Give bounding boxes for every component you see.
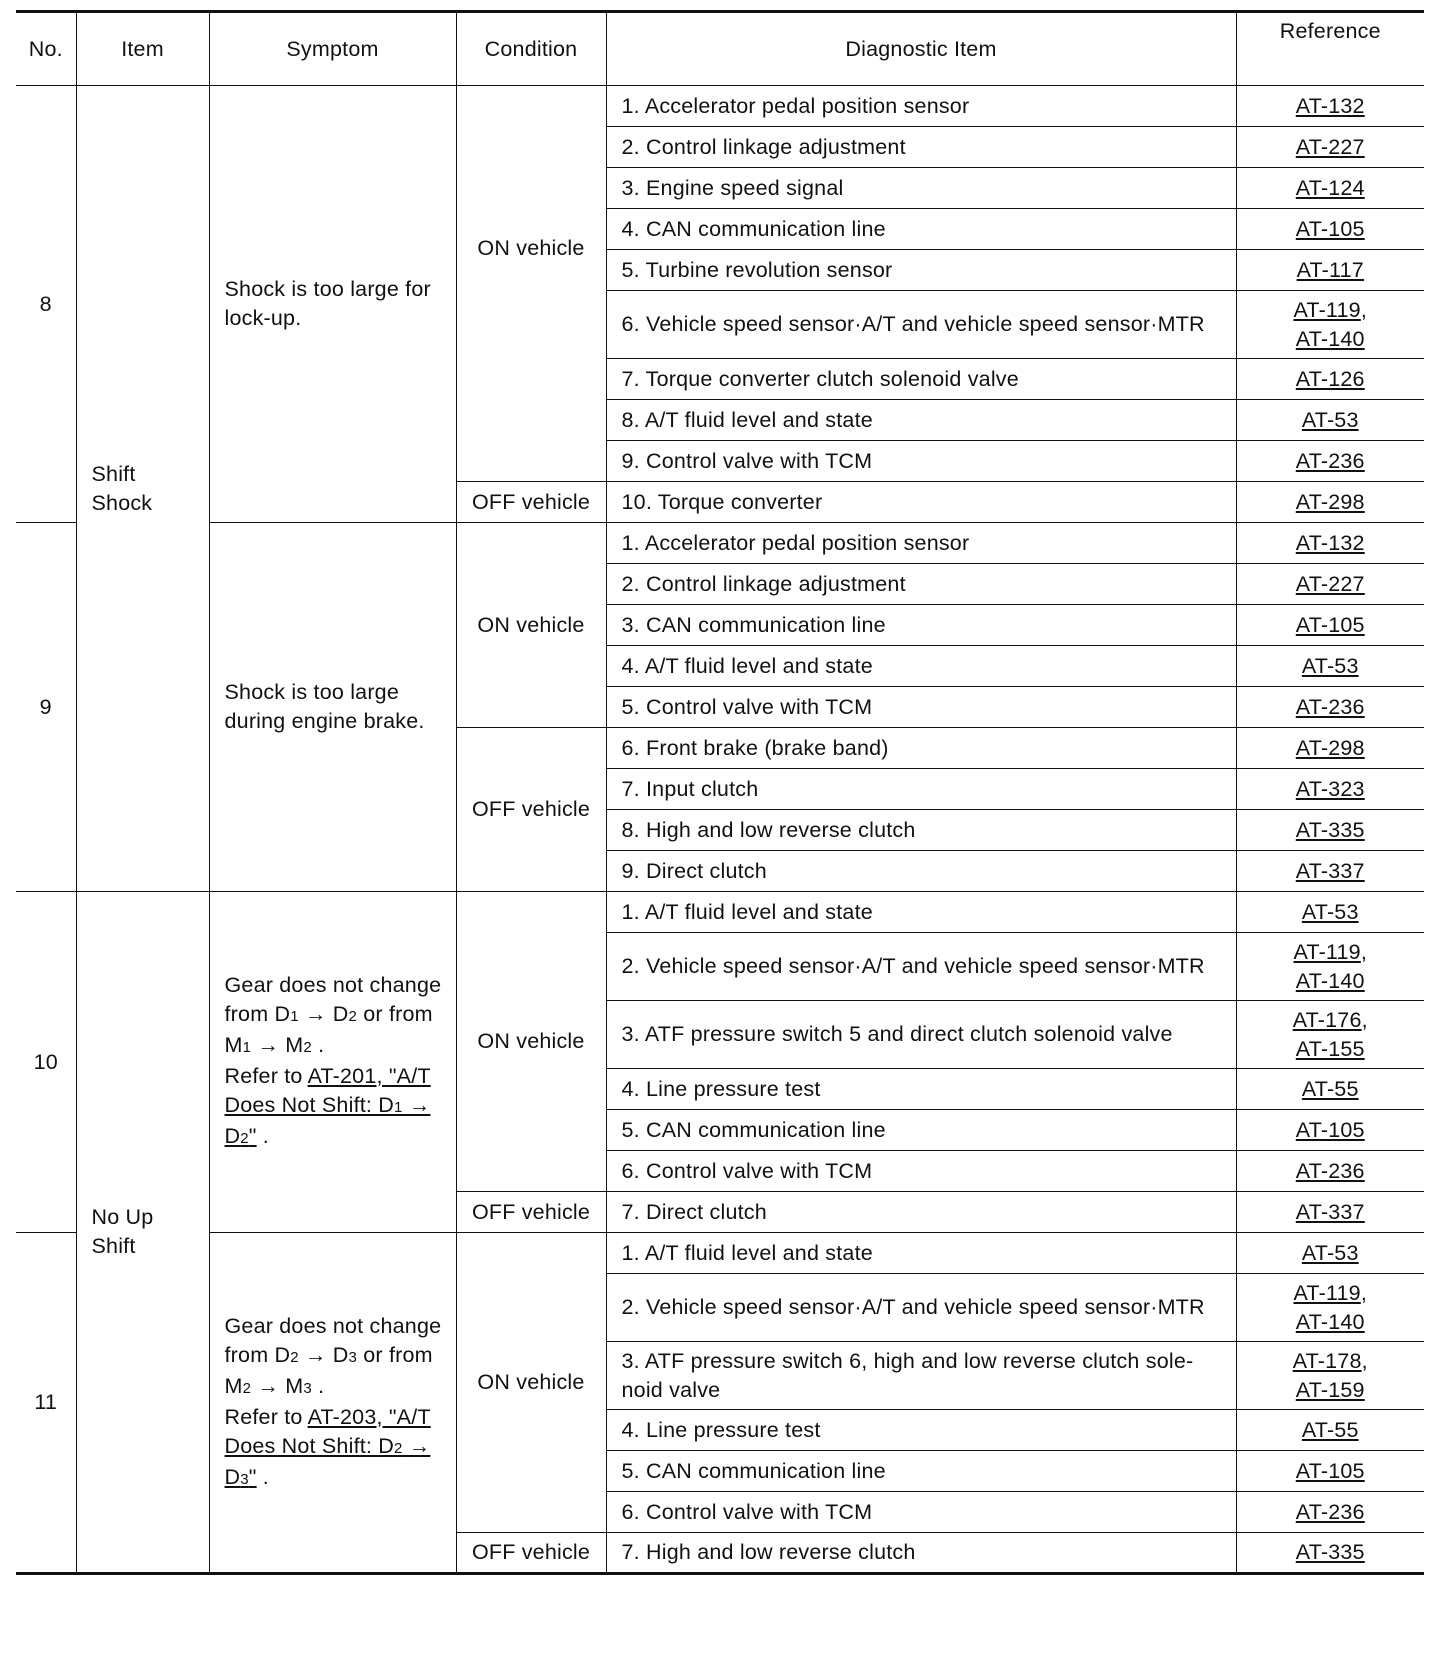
reference-link[interactable]: AT-323 — [1295, 776, 1365, 801]
reference-link[interactable]: AT-105 — [1295, 216, 1365, 241]
reference-link[interactable]: AT-178 — [1292, 1348, 1362, 1373]
table-row: 6. Vehicle speed sensor·A/T and vehicle speed sensor·MTR AT-119, AT-140 — [16, 291, 1424, 359]
diagnostic-item: 5. Turbine revolution sensor — [606, 250, 1236, 291]
reference-link[interactable]: AT-105 — [1295, 1117, 1365, 1142]
diagnostic-item: 7. High and low reverse clutch — [606, 1533, 1236, 1574]
item-no-up-shift: No Up Shift — [76, 892, 209, 1574]
condition-on-vehicle: ON vehicle — [456, 523, 606, 728]
condition-off-vehicle: OFF vehicle — [456, 1533, 606, 1574]
table-row — [16, 86, 1424, 127]
diagnostic-item: 4. Line pressure test — [606, 1410, 1236, 1451]
item-shift-shock: Shift Shock — [76, 86, 209, 892]
diagnostic-table — [16, 10, 1424, 1575]
symptom-cell: Shock is too large during engine brake. — [209, 523, 456, 892]
condition-on-vehicle: ON vehicle — [456, 892, 606, 1192]
reference-link[interactable]: AT-126 — [1295, 366, 1365, 391]
header-condition: Condition — [456, 12, 606, 86]
diagnostic-item: 1. Accelerator pedal position sensor — [606, 523, 1236, 564]
diagnostic-item: 5. CAN communication line — [606, 1451, 1236, 1492]
diagnostic-item: 1. Accelerator pedal position sensor — [606, 86, 1236, 127]
diagnostic-item: 8. A/T fluid level and state — [606, 400, 1236, 441]
diagnostic-item: 6. Control valve with TCM — [606, 1151, 1236, 1192]
table-row — [16, 892, 1424, 933]
symptom-reference-link[interactable]: AT-201, "A/T Does Not Shift: D1 → D2" — [224, 1064, 431, 1148]
diagnostic-item: 7. Torque converter clutch solenoid valve — [606, 359, 1236, 400]
header-symptom: Symptom — [209, 12, 456, 86]
diagnostic-item: 10. Torque converter — [606, 482, 1236, 523]
diagnostic-item: 4. CAN communication line — [606, 209, 1236, 250]
reference-link[interactable]: AT-337 — [1295, 1199, 1365, 1224]
table-row — [16, 523, 1424, 564]
reference-link[interactable]: AT-132 — [1295, 93, 1365, 118]
diagnostic-item: 7. Input clutch — [606, 769, 1236, 810]
reference-link[interactable]: AT-124 — [1295, 175, 1365, 200]
condition-off-vehicle: OFF vehicle — [456, 728, 606, 892]
reference-link[interactable]: AT-227 — [1295, 571, 1365, 596]
table-row — [16, 1233, 1424, 1274]
reference-link[interactable]: AT-53 — [1301, 653, 1359, 678]
diagnostic-item: 8. High and low reverse clutch — [606, 810, 1236, 851]
reference-link[interactable]: AT-55 — [1301, 1076, 1359, 1101]
reference-link[interactable]: AT-117 — [1296, 257, 1364, 282]
diagnostic-item: 1. A/T fluid level and state — [606, 892, 1236, 933]
reference-link[interactable]: AT-335 — [1295, 817, 1365, 842]
reference-link[interactable]: AT-236 — [1295, 694, 1365, 719]
condition-on-vehicle: ON vehicle — [456, 1233, 606, 1533]
reference-link[interactable]: AT-337 — [1295, 858, 1365, 883]
diagnostic-item: 6. Vehicle speed sensor·A/T and vehicle speed sensor·MTR — [606, 291, 1236, 359]
diagnostic-item: 2. Vehicle speed sensor·A/T and vehicle speed sensor·MTR — [606, 1274, 1236, 1342]
reference-link[interactable]: AT-140 — [1295, 326, 1365, 351]
header-item: Item — [76, 12, 209, 86]
condition-on-vehicle: ON vehicle — [456, 86, 606, 482]
diagnostic-item: 2. Control linkage adjustment — [606, 564, 1236, 605]
table-row: 2. Vehicle speed sensor·A/T and vehicle speed sensor·MTR AT-119, AT-140 — [16, 933, 1424, 1001]
row-number: 11 — [16, 1233, 76, 1574]
table-row: 2. Vehicle speed sensor·A/T and vehicle speed sensor·MTR AT-119, AT-140 — [16, 1274, 1424, 1342]
reference-link[interactable]: AT-176 — [1292, 1007, 1362, 1032]
reference-link[interactable]: AT-236 — [1295, 1158, 1365, 1183]
symptom-cell: Shock is too large for lock-up. — [209, 86, 456, 523]
diagnostic-item: 3. Engine speed signal — [606, 168, 1236, 209]
reference-link[interactable]: AT-119 — [1293, 939, 1361, 964]
reference-link[interactable]: AT-236 — [1295, 1499, 1365, 1524]
row-number: 8 — [16, 86, 76, 523]
reference-link[interactable]: AT-105 — [1295, 612, 1365, 637]
diagnostic-item: 1. A/T fluid level and state — [606, 1233, 1236, 1274]
diagnostic-item: 3. ATF pressure switch 5 and direct clutch solenoid valve — [606, 1001, 1236, 1069]
symptom-cell: Gear does not change from D2 → D3 or from M2 → M3 . Refer to AT-203, "A/T Does Not Shift: D2 → D3" . — [209, 1233, 456, 1574]
reference-link[interactable]: AT-236 — [1295, 448, 1365, 473]
diagnostic-item: 3. ATF pressure switch 6, high and low reverse clutch sole- noid valve — [606, 1342, 1236, 1410]
diagnostic-item: 9. Control valve with TCM — [606, 441, 1236, 482]
header-diagnostic-item: Diagnostic Item — [606, 12, 1236, 86]
header-reference: Reference — [1236, 12, 1424, 86]
diagnostic-item: 7. Direct clutch — [606, 1192, 1236, 1233]
reference-link[interactable]: AT-159 — [1295, 1377, 1365, 1402]
diagnostic-item: 9. Direct clutch — [606, 851, 1236, 892]
reference-link[interactable]: AT-53 — [1301, 1240, 1359, 1265]
reference-link[interactable]: AT-105 — [1295, 1458, 1365, 1483]
row-number: 9 — [16, 523, 76, 892]
symptom-cell: Gear does not change from D1 → D2 or from M1 → M2 . Refer to AT-201, "A/T Does Not Shift: D1 → D2" . — [209, 892, 456, 1233]
diagnostic-item: 6. Front brake (brake band) — [606, 728, 1236, 769]
symptom-reference-link[interactable]: AT-203, "A/T Does Not Shift: D2 → D3" — [224, 1404, 431, 1489]
reference-link[interactable]: AT-55 — [1301, 1417, 1359, 1442]
reference-link[interactable]: AT-227 — [1295, 134, 1365, 159]
reference-link[interactable]: AT-140 — [1295, 968, 1365, 993]
reference-link[interactable]: AT-132 — [1295, 530, 1365, 555]
header-no: No. — [16, 12, 76, 86]
reference-link[interactable]: AT-298 — [1295, 489, 1365, 514]
reference-link[interactable]: AT-53 — [1301, 407, 1359, 432]
reference-link[interactable]: AT-298 — [1295, 735, 1365, 760]
reference-link[interactable]: AT-119 — [1293, 1280, 1361, 1305]
diagnostic-item: 5. Control valve with TCM — [606, 687, 1236, 728]
row-number: 10 — [16, 892, 76, 1233]
condition-off-vehicle: OFF vehicle — [456, 482, 606, 523]
diagnostic-item: 5. CAN communication line — [606, 1110, 1236, 1151]
reference-link[interactable]: AT-119 — [1293, 297, 1361, 322]
condition-off-vehicle: OFF vehicle — [456, 1192, 606, 1233]
header-row — [16, 12, 1424, 86]
diagnostic-item: 2. Vehicle speed sensor·A/T and vehicle speed sensor·MTR — [606, 933, 1236, 1001]
diagnostic-item: 3. CAN communication line — [606, 605, 1236, 646]
diagnostic-item: 2. Control linkage adjustment — [606, 127, 1236, 168]
diagnostic-item: 4. Line pressure test — [606, 1069, 1236, 1110]
table-row: 3. ATF pressure switch 6, high and low reverse clutch sole- noid valve AT-178, AT-159 — [16, 1342, 1424, 1410]
reference-link[interactable]: AT-155 — [1295, 1036, 1365, 1061]
reference-link[interactable]: AT-335 — [1295, 1540, 1365, 1564]
table-row: 3. ATF pressure switch 5 and direct clutch solenoid valve AT-176, AT-155 — [16, 1001, 1424, 1069]
diagnostic-item: 4. A/T fluid level and state — [606, 646, 1236, 687]
reference-link[interactable]: AT-140 — [1295, 1309, 1365, 1334]
reference-link[interactable]: AT-53 — [1301, 899, 1359, 924]
diagnostic-item: 6. Control valve with TCM — [606, 1492, 1236, 1533]
